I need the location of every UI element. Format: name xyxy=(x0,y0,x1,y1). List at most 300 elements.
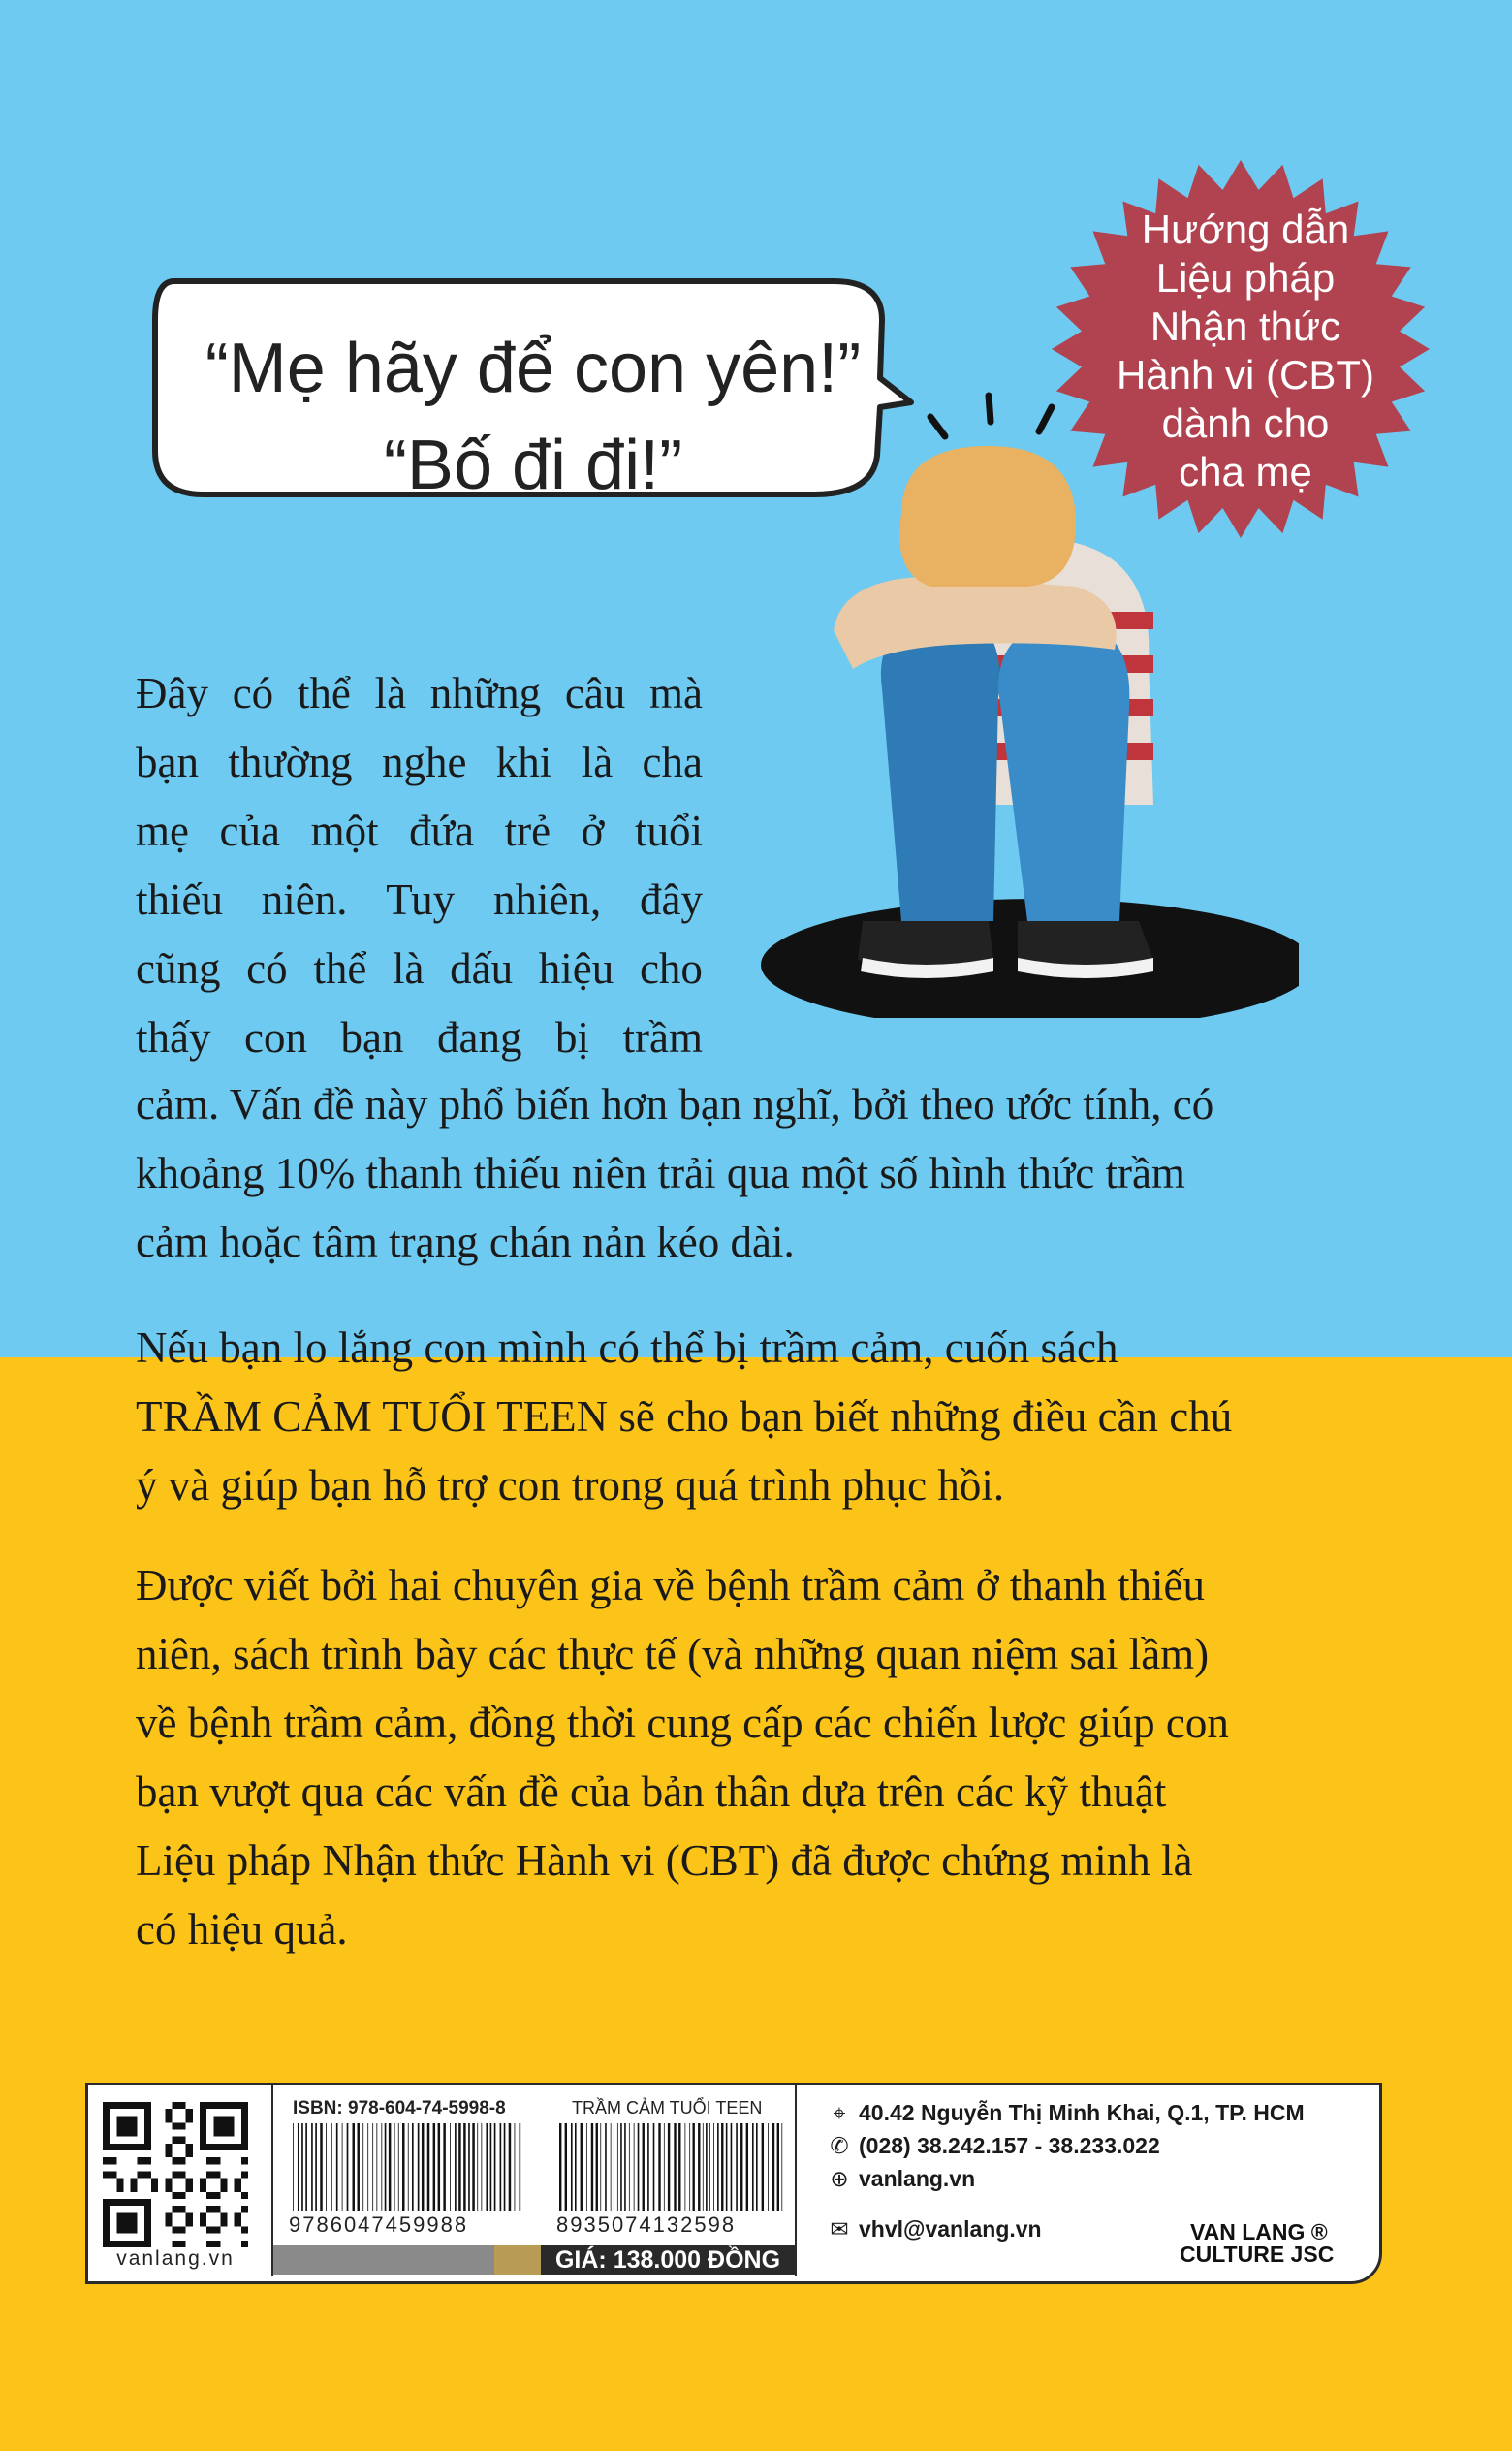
text-line: ý và giúp bạn hỗ trợ con trong quá trình phục hồi. xyxy=(136,1461,1005,1510)
badge-line: Liệu pháp xyxy=(1155,255,1336,301)
barcode-bar xyxy=(468,2123,470,2211)
word: cho xyxy=(639,944,703,993)
barcode-bar xyxy=(596,2123,598,2211)
barcode-bar xyxy=(422,2123,424,2211)
qr-module xyxy=(241,2157,248,2164)
qr-module xyxy=(144,2212,151,2219)
qr-module xyxy=(186,2150,193,2157)
qr-module xyxy=(116,2241,123,2247)
barcode-bar xyxy=(520,2123,521,2211)
qr-module xyxy=(172,2227,178,2234)
qr-module xyxy=(206,2157,213,2164)
qr-module xyxy=(241,2241,248,2247)
qr-module xyxy=(241,2102,248,2109)
barcode-bar xyxy=(352,2123,354,2211)
word: Đây xyxy=(136,669,208,717)
qr-module xyxy=(241,2137,248,2144)
qr-module xyxy=(241,2130,248,2137)
qr-module xyxy=(172,2241,178,2247)
word: hiệu xyxy=(538,944,614,993)
gold-strip xyxy=(494,2245,541,2275)
word: thiếu xyxy=(136,875,223,924)
qr-code xyxy=(103,2102,248,2247)
barcode-bar xyxy=(674,2123,676,2211)
qr-module xyxy=(241,2109,248,2116)
word: trầm xyxy=(622,1013,703,1062)
qr-module xyxy=(241,2122,248,2129)
qr-module xyxy=(213,2102,220,2109)
barcode-bar xyxy=(509,2123,511,2211)
qr-module xyxy=(220,2122,227,2129)
qr-module xyxy=(151,2179,158,2185)
barcode-bar xyxy=(629,2123,630,2211)
barcode-bar xyxy=(736,2123,738,2211)
barcode-bar xyxy=(336,2123,338,2211)
qr-module xyxy=(110,2199,116,2206)
word: thường xyxy=(228,738,353,786)
barcode-bar xyxy=(634,2123,635,2211)
text-line: cảm. Vấn đề này phổ biến hơn bạn nghĩ, bởi theo ước tính, có xyxy=(136,1080,1214,1129)
qr-module xyxy=(131,2130,138,2137)
phone-line: ✆ (028) 38.242.157 - 38.233.022 xyxy=(826,2133,1160,2159)
qr-module xyxy=(213,2241,220,2247)
barcode-bar xyxy=(331,2123,332,2211)
qr-module xyxy=(144,2109,151,2116)
barcode-bar xyxy=(600,2123,601,2211)
qr-module xyxy=(103,2157,110,2164)
qr-module xyxy=(123,2122,130,2129)
barcode-bar xyxy=(418,2123,420,2211)
qr-module xyxy=(103,2109,110,2116)
qr-module xyxy=(116,2122,123,2129)
qr-module xyxy=(131,2241,138,2247)
qr-module xyxy=(235,2219,241,2226)
barcode-bar xyxy=(515,2123,516,2211)
barcode-bar xyxy=(617,2123,618,2211)
barcode-bar xyxy=(463,2123,465,2211)
publisher-name: VAN LANG ® xyxy=(1190,2219,1328,2244)
isbn-barcode-number: 9786047459988 xyxy=(289,2212,469,2237)
qr-module xyxy=(228,2144,235,2150)
qr-module xyxy=(165,2212,172,2219)
word: cũng xyxy=(136,944,221,993)
barcode-bar xyxy=(620,2123,622,2211)
qr-module xyxy=(165,2109,172,2116)
qr-module xyxy=(103,2199,110,2206)
text-line: Được viết bởi hai chuyên gia về bệnh trầm cảm ở thanh thiếu xyxy=(136,1561,1205,1609)
qr-module xyxy=(213,2206,220,2212)
qr-module xyxy=(179,2102,186,2109)
qr-module xyxy=(200,2212,206,2219)
barcode-bar xyxy=(372,2123,373,2211)
barcode-bar xyxy=(504,2123,506,2211)
barcode-bar xyxy=(301,2123,303,2211)
qr-module xyxy=(220,2102,227,2109)
text-line: có hiệu quả. xyxy=(136,1905,348,1954)
qr-module xyxy=(186,2116,193,2122)
qr-module xyxy=(144,2227,151,2234)
qr-module xyxy=(110,2102,116,2109)
qr-module xyxy=(131,2144,138,2150)
qr-module xyxy=(138,2157,144,2164)
barcode-bar xyxy=(689,2123,690,2211)
qr-module xyxy=(206,2241,213,2247)
word: bị xyxy=(555,1013,590,1062)
qr-module xyxy=(123,2130,130,2137)
word: thấy xyxy=(136,1013,211,1062)
qr-module xyxy=(165,2150,172,2157)
barcode-bar xyxy=(347,2123,349,2211)
word: trẻ xyxy=(504,807,551,855)
qr-module xyxy=(103,2212,110,2219)
intro-paragraph-narrow xyxy=(136,659,703,1072)
barcode-bar xyxy=(320,2123,322,2211)
badge-line: dành cho xyxy=(1161,400,1330,446)
qr-module xyxy=(144,2219,151,2226)
qr-module xyxy=(172,2122,178,2129)
qr-module xyxy=(138,2102,144,2109)
qr-module xyxy=(213,2130,220,2137)
qr-module xyxy=(206,2102,213,2109)
qr-module xyxy=(103,2171,110,2178)
divider xyxy=(795,2085,797,2276)
qr-module xyxy=(110,2144,116,2150)
qr-module xyxy=(200,2179,206,2185)
word: có xyxy=(246,944,288,993)
qr-module xyxy=(144,2234,151,2241)
qr-module xyxy=(200,2130,206,2137)
phone-icon: ✆ xyxy=(830,2133,849,2158)
word: bạn xyxy=(340,1013,404,1062)
qr-module xyxy=(138,2199,144,2206)
qr-module xyxy=(131,2219,138,2226)
barcode-bar xyxy=(762,2123,764,2211)
text-line xyxy=(136,1003,703,1072)
qr-module xyxy=(103,2130,110,2137)
barcode-bar xyxy=(611,2123,612,2211)
qr-module xyxy=(179,2241,186,2247)
badge-line: cha mẹ xyxy=(1179,449,1312,494)
qr-module xyxy=(123,2116,130,2122)
qr-module xyxy=(144,2137,151,2144)
barcode-bar xyxy=(664,2123,665,2211)
qr-module xyxy=(172,2102,178,2109)
text-line xyxy=(136,797,703,866)
barcode-bar xyxy=(777,2123,779,2211)
word: mà xyxy=(649,669,703,717)
qr-module xyxy=(131,2179,138,2185)
qr-module xyxy=(116,2212,123,2219)
qr-module xyxy=(213,2192,220,2199)
barcode-bar xyxy=(433,2123,435,2211)
qr-module xyxy=(213,2116,220,2122)
intro-paragraph-full xyxy=(136,1070,1338,1277)
gray-strip xyxy=(273,2245,494,2275)
qr-module xyxy=(200,2122,206,2129)
qr-module xyxy=(131,2122,138,2129)
qr-module xyxy=(220,2116,227,2122)
qr-module xyxy=(179,2122,186,2129)
qr-module xyxy=(172,2192,178,2199)
qr-module xyxy=(235,2179,241,2185)
barcode-bar xyxy=(713,2123,714,2211)
qr-module xyxy=(123,2241,130,2247)
qr-module xyxy=(103,2227,110,2234)
barcode-bar xyxy=(381,2123,382,2211)
qr-module xyxy=(241,2192,248,2199)
qr-module xyxy=(151,2185,158,2192)
barcode-bar xyxy=(756,2123,758,2211)
barcode-bar xyxy=(389,2123,391,2211)
text-line xyxy=(136,659,703,728)
barcode-bar xyxy=(740,2123,742,2211)
barcode-bar xyxy=(398,2123,399,2211)
qr-module xyxy=(116,2130,123,2137)
word: nhiên, xyxy=(492,875,602,924)
qr-module xyxy=(138,2144,144,2150)
barcode-bar xyxy=(781,2123,782,2211)
qr-module xyxy=(131,2199,138,2206)
qr-module xyxy=(228,2122,235,2129)
barcode-bar xyxy=(486,2123,488,2211)
qr-module xyxy=(220,2144,227,2150)
barcode-bar xyxy=(706,2123,708,2211)
qr-module xyxy=(172,2171,178,2178)
qr-module xyxy=(123,2199,130,2206)
word: niên. xyxy=(261,875,348,924)
qr-module xyxy=(241,2227,248,2234)
barcode-bar xyxy=(477,2123,478,2211)
qr-module xyxy=(116,2116,123,2122)
barcode-bar xyxy=(412,2123,414,2211)
barcode-bar xyxy=(731,2123,733,2211)
paragraph-3 xyxy=(136,1551,1338,1964)
barcode-bar xyxy=(357,2123,359,2211)
qr-module xyxy=(144,2241,151,2247)
qr-module xyxy=(206,2171,213,2178)
qr-module xyxy=(110,2157,116,2164)
qr-module xyxy=(131,2227,138,2234)
qr-module xyxy=(235,2185,241,2192)
qr-module xyxy=(103,2144,110,2150)
word: nghe xyxy=(381,738,467,786)
barcode-bar xyxy=(565,2123,567,2211)
barcode-bar xyxy=(752,2123,754,2211)
qr-module xyxy=(172,2206,178,2212)
qr-module xyxy=(200,2185,206,2192)
barcode-bar xyxy=(647,2123,649,2211)
barcode-bar xyxy=(342,2123,343,2211)
bubble-line-2: “Bố đi đi!” xyxy=(383,427,683,504)
qr-module xyxy=(165,2179,172,2185)
ean-barcode-number: 8935074132598 xyxy=(556,2212,737,2237)
email-line[interactable]: ✉ vhvl@vanlang.vn xyxy=(826,2216,1042,2243)
qr-module xyxy=(179,2157,186,2164)
barcode-bar xyxy=(698,2123,700,2211)
barcode-bar xyxy=(581,2123,583,2211)
word: những xyxy=(429,669,542,717)
barcode-bar xyxy=(772,2123,774,2211)
barcode-bar xyxy=(586,2123,587,2211)
word: khi xyxy=(495,738,552,786)
qr-module xyxy=(241,2144,248,2150)
qr-module xyxy=(220,2219,227,2226)
qr-module xyxy=(103,2241,110,2247)
barcode-bar xyxy=(438,2123,440,2211)
qr-module xyxy=(179,2227,186,2234)
barcode-bar xyxy=(490,2123,492,2211)
qr-module xyxy=(220,2179,227,2185)
qr-module xyxy=(241,2171,248,2178)
qr-module xyxy=(103,2137,110,2144)
qr-module xyxy=(103,2102,110,2109)
word: là xyxy=(374,669,407,717)
barcode-bar xyxy=(305,2123,307,2211)
book-title-label: TRẦM CẢM TUỔI TEEN xyxy=(572,2098,763,2117)
qr-module xyxy=(186,2144,193,2150)
qr-module xyxy=(200,2109,206,2116)
barcode-bar xyxy=(362,2123,363,2211)
barcode-bar xyxy=(717,2123,719,2211)
qr-module xyxy=(186,2212,193,2219)
word: đang xyxy=(437,1013,522,1062)
barcode-bar xyxy=(494,2123,496,2211)
qr-module xyxy=(220,2185,227,2192)
qr-module xyxy=(144,2144,151,2150)
qr-module xyxy=(206,2144,213,2150)
barcode-bar xyxy=(443,2123,445,2211)
word: cha xyxy=(642,738,703,786)
qr-module xyxy=(200,2116,206,2122)
qr-module xyxy=(144,2122,151,2129)
barcode-bar xyxy=(367,2123,368,2211)
qr-module xyxy=(103,2206,110,2212)
location-icon: ⌖ xyxy=(833,2100,846,2125)
qr-module xyxy=(186,2109,193,2116)
qr-module xyxy=(186,2179,193,2185)
qr-module xyxy=(123,2219,130,2226)
text-line xyxy=(136,866,703,935)
qr-module xyxy=(131,2212,138,2219)
qr-module xyxy=(116,2199,123,2206)
bubble-line-1: “Mẹ hãy để con yên!” xyxy=(205,330,862,407)
word: đứa xyxy=(409,807,475,855)
barcode-bar xyxy=(315,2123,317,2211)
word: một xyxy=(310,807,379,855)
word: ở xyxy=(581,807,605,855)
qr-module xyxy=(138,2241,144,2247)
qr-module xyxy=(220,2212,227,2219)
badge-line: Nhận thức xyxy=(1150,303,1341,349)
qr-module xyxy=(131,2185,138,2192)
barcode-bar xyxy=(472,2123,474,2211)
qr-module xyxy=(206,2192,213,2199)
qr-module xyxy=(123,2102,130,2109)
qr-module xyxy=(144,2130,151,2137)
text-line xyxy=(136,728,703,797)
word: có xyxy=(232,669,274,717)
barcode-bar xyxy=(684,2123,685,2211)
barcode-bar xyxy=(402,2123,404,2211)
ean-barcode xyxy=(557,2123,785,2211)
qr-module xyxy=(123,2144,130,2150)
barcode-bar xyxy=(726,2123,728,2211)
qr-module xyxy=(235,2144,241,2150)
qr-module xyxy=(144,2171,151,2178)
qr-module xyxy=(235,2212,241,2219)
globe-icon: ⊕ xyxy=(830,2166,849,2191)
barcode-bar xyxy=(668,2123,670,2211)
qr-module xyxy=(200,2137,206,2144)
barcode-bar xyxy=(458,2123,460,2211)
barcode-bar xyxy=(643,2123,645,2211)
badge-line: Hướng dẫn xyxy=(1141,207,1350,252)
qr-module xyxy=(165,2219,172,2226)
qr-module xyxy=(131,2102,138,2109)
qr-module xyxy=(179,2206,186,2212)
barcode-bar xyxy=(591,2123,593,2211)
qr-module xyxy=(116,2102,123,2109)
qr-module xyxy=(206,2206,213,2212)
qr-module xyxy=(228,2130,235,2137)
word: của xyxy=(219,807,280,855)
barcode-bar xyxy=(298,2123,299,2211)
text-line: bạn vượt qua các vấn đề của bản thân dựa trên các kỹ thuật xyxy=(136,1767,1167,1816)
barcode-bar xyxy=(703,2123,704,2211)
barcode-bar xyxy=(376,2123,377,2211)
word: đây xyxy=(639,875,703,924)
qr-module xyxy=(103,2116,110,2122)
barcode-bar xyxy=(768,2123,769,2211)
word: là xyxy=(392,944,425,993)
qr-module xyxy=(116,2179,123,2185)
qr-module xyxy=(213,2171,220,2178)
qr-module xyxy=(103,2122,110,2129)
text-line xyxy=(136,935,703,1003)
text-line: cảm hoặc tâm trạng chán nản kéo dài. xyxy=(136,1218,795,1266)
website-line[interactable]: ⊕ vanlang.vn xyxy=(826,2166,975,2192)
text-line: Nếu bạn lo lắng con mình có thể bị trầm cảm, cuốn sách xyxy=(136,1323,1118,1372)
barcode-bar xyxy=(481,2123,482,2211)
barcode-bar xyxy=(455,2123,457,2211)
isbn-label: ISBN: 978-604-74-5998-8 xyxy=(293,2098,506,2118)
qr-module xyxy=(200,2102,206,2109)
barcode-bar xyxy=(692,2123,694,2211)
word: dấu xyxy=(450,944,514,993)
barcode-bar xyxy=(653,2123,655,2211)
qr-module xyxy=(165,2144,172,2150)
address-line: ⌖ 40.42 Nguyễn Thị Minh Khai, Q.1, TP. HCM xyxy=(826,2100,1305,2126)
barcode-bar xyxy=(746,2123,748,2211)
barcode-bar xyxy=(721,2123,723,2211)
qr-module xyxy=(186,2219,193,2226)
qr-module xyxy=(228,2102,235,2109)
barcode-bar xyxy=(575,2123,577,2211)
qr-module xyxy=(220,2130,227,2137)
text-line: về bệnh trầm cảm, đồng thời cung cấp các chiến lược giúp con xyxy=(136,1699,1229,1747)
qr-module xyxy=(200,2219,206,2226)
word: thể xyxy=(313,944,367,993)
qr-module xyxy=(110,2171,116,2178)
price-label: GIÁ: 138.000 ĐỒNG xyxy=(541,2245,795,2275)
qr-module xyxy=(172,2137,178,2144)
qr-code-block xyxy=(93,2092,258,2273)
barcode-bar xyxy=(385,2123,387,2211)
word: câu xyxy=(564,669,626,717)
barcode-bar xyxy=(311,2123,313,2211)
word: thể xyxy=(297,669,351,717)
word: là xyxy=(581,738,614,786)
